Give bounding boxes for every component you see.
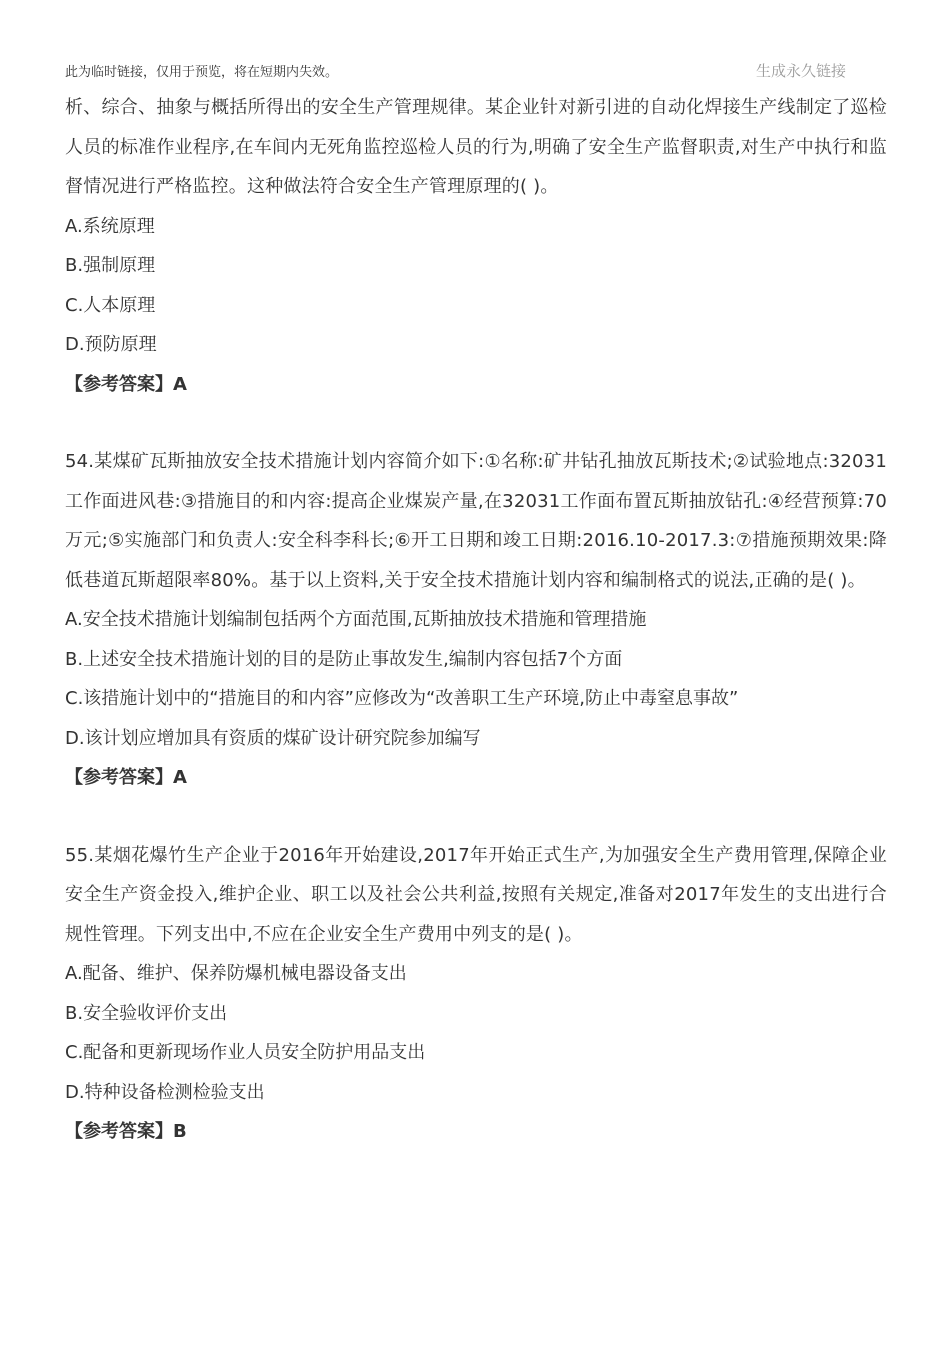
reference-answer: 【参考答案】A: [65, 373, 187, 395]
option-c: C.配备和更新现场作业人员安全防护用品支出: [65, 1042, 426, 1063]
generate-permanent-link[interactable]: 生成永久链接: [755, 61, 846, 80]
option-c: C.人本原理: [65, 294, 156, 316]
question-stem: 55.某烟花爆竹生产企业于2016年开始建设,2017年开始正式生产,为加强安全生产费用管理,保障企业安全生产资金投入,维护企业、职工以及社会公共利益,按照有关规定,准备对2017年发生的支出进行合规性管理。下列支出中,不应在企业安全生产费用中列支的是( )。: [65, 844, 887, 945]
question-stem: 54.某煤矿瓦斯抽放安全技术措施计划内容简介如下:①名称:矿井钻孔抽放瓦斯技术;②试验地点:32031工作面进风巷:③措施目的和内容:提高企业煤炭产量,在32031工作面布置瓦斯抽放钻孔:④经营预算:70万元;⑤实施部门和负责人:安全科李科长;⑥开工日期和竣工日期:2016.10-2017.3:⑦措施预期效果:降低巷道瓦斯超限率80%。基于以上资料,关于安全技术措施计划内容和编制格式的说法,正确的是( )。: [65, 451, 887, 591]
option-b: B.上述安全技术措施计划的目的是防止事故发生,编制内容包括7个方面: [65, 648, 623, 670]
option-d: D.该计划应增加具有资质的煤矿设计研究院参加编写: [65, 727, 481, 749]
spacer: [65, 798, 887, 836]
reference-answer: 【参考答案】A: [65, 767, 187, 788]
document-body: [65, 88, 887, 1152]
temporary-link-notice: 此为临时链接，仅用于预览，将在短期内失效。: [65, 64, 339, 80]
option-b: B.强制原理: [65, 255, 156, 276]
question-55: [65, 836, 887, 1152]
option-a: A.系统原理: [65, 215, 155, 237]
question-54: [65, 442, 887, 798]
option-b: B.安全验收评价支出: [65, 1002, 228, 1024]
spacer: [65, 404, 887, 442]
question-stem: 析、综合、抽象与概括所得出的安全生产管理规律。某企业针对新引进的自动化焊接生产线制定了巡检人员的标准作业程序,在车间内无死角监控巡检人员的行为,明确了安全生产监督职责,对生产中执行和监督情况进行严格监控。这种做法符合安全生产管理原理的( )。: [65, 97, 887, 197]
reference-answer: 【参考答案】B: [65, 1121, 187, 1142]
option-a: A.配备、维护、保养防爆机械电器设备支出: [65, 963, 407, 984]
preview-banner: [65, 58, 846, 82]
option-d: D.预防原理: [65, 334, 157, 355]
option-a: A.安全技术措施计划编制包括两个方面范围,瓦斯抽放技术措施和管理措施: [65, 609, 647, 630]
option-d: D.特种设备检测检验支出: [65, 1081, 265, 1103]
option-c: C.该措施计划中的“措施目的和内容”应修改为“改善职工生产环境,防止中毒窒息事故”: [65, 688, 739, 709]
question-53: [65, 88, 887, 404]
